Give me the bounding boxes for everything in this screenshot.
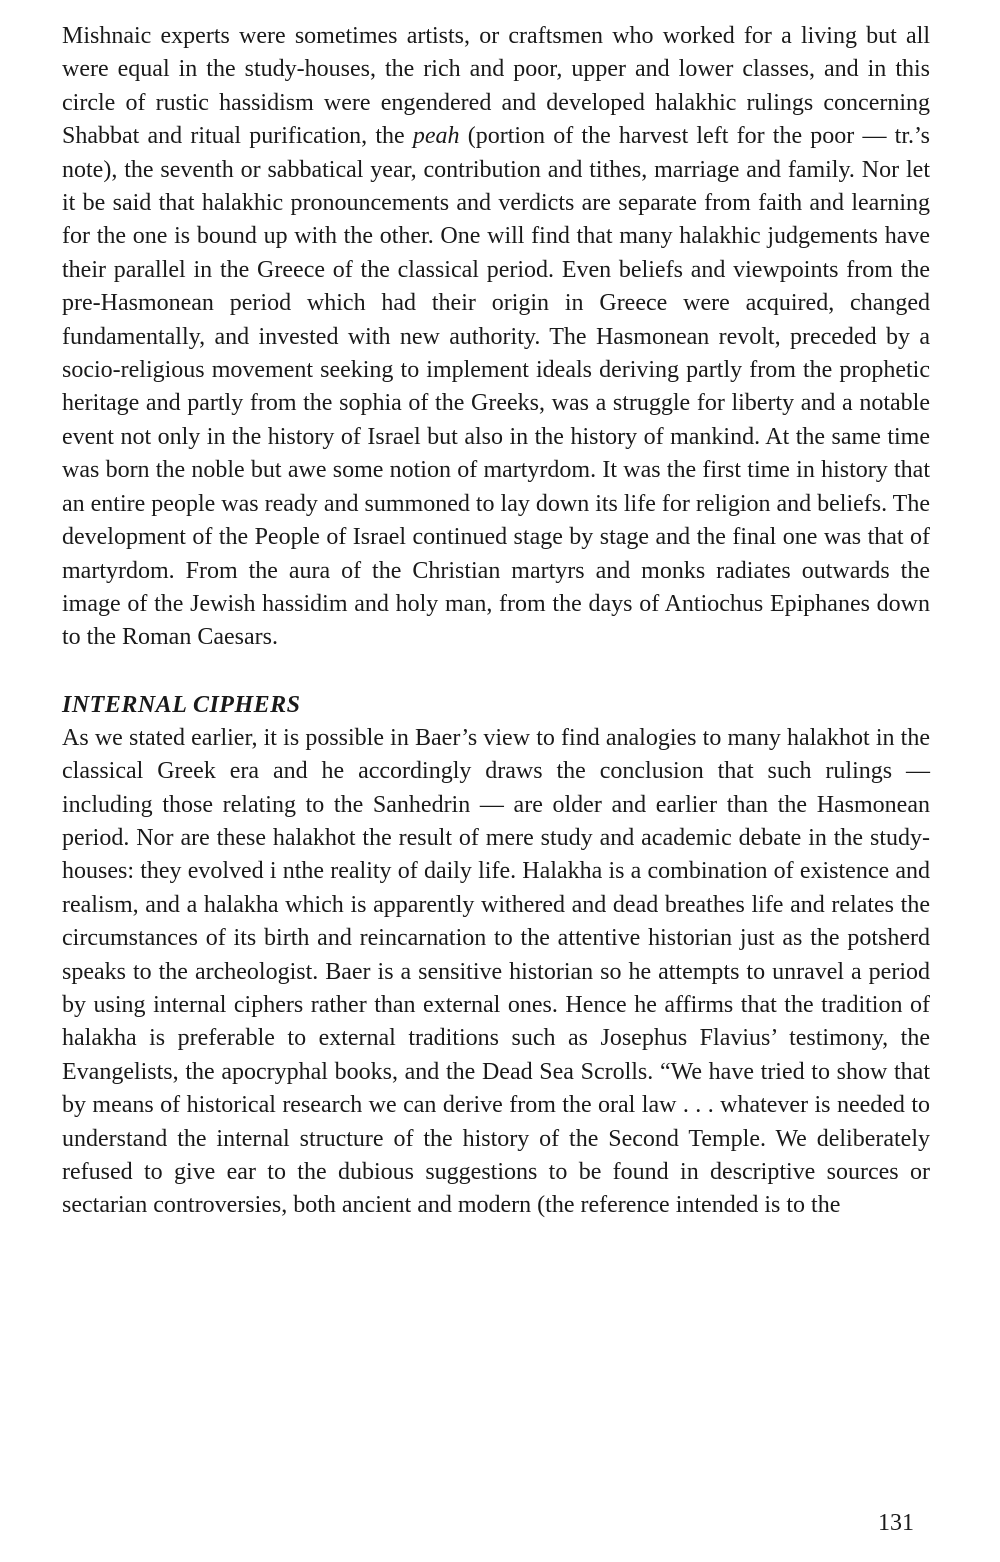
section-heading: INTERNAL CIPHERS [62, 691, 301, 718]
paragraph-1-text-end: (portion of the harvest left for the poor — tr.’s note), the seventh or sabbatical year, contribution and tithes, marriage and family. Nor let it be said that halakhic pronouncements and verdicts are separate from faith and learning for the one is bound up with the other. One will find that many halakhic judgements have their parallel in the Greece of the classical period. Even beliefs and viewpoints from the pre-Hasmonean period which had their origin in Greece were acquired, changed fundamentally, and invested with new authority. The Hasmonean revolt, preceded by a socio-religious movement seeking to implement ideals deriving partly from the prophetic heritage and partly from the sophia of the Greeks, was a struggle for liberty and a notable event not only in the history of Israel but also in the history of mankind. At the same time was born the noble but awe some notion of martyrdom. It was the first time in history that an entire people was ready and summoned to lay down its life for religion and beliefs. The development of the People of Israel continued stage by stage and the final one was that of martyrdom. From the aura of the Christian martyrs and monks radiates outwards the image of the Jewish hassidim and holy man, from the days of Antiochus Epiphanes down to the Roman Caesars. [62, 123, 931, 651]
page-number: 131 [878, 1510, 914, 1536]
paragraph-1-text-start: Mishnaic experts were sometimes artists, or craftsmen who worked for a living but all were equal in the study-houses, the rich and poor, upper and lower classes, and in this circle of rustic hassidism were engendered and developed halakhic rulings concerning Shabbat and ritual purification, the [62, 23, 930, 150]
body-paragraph-2: As we stated earlier, it is possible in Baer’s view to find analogies to many halakhot in the classical Greek era and he accordingly draws the conclusion that such rulings — including those relating to the Sanhedrin — are older and earlier than the Hasmonean period. Nor are these halakhot the result of mere study and academic debate in the study-houses: they evolved i nthe reality of daily life. Halakha is a combination of existence and realism, and a halakha which is apparently withered and dead breathes life and relates the circumstances of its birth and reincarnation to the attentive historian just as the potsherd speaks to the archeologist. Baer is a sensitive historian so he attempts to unravel a period by using internal ciphers rather than external ones. Hence he affirms that the tradition of halakha is preferable to external traditions such as Josephus Flavius’ testimony, the Evangelists, the apocryphal books, and the Dead Sea Scrolls. “We have tried to show that by means of historical research we can derive from the oral law . . . whatever is needed to understand the internal structure of the history of the Second Temple. We deliberately refused to give ear to the dubious suggestions to be found in descriptive sources or sectarian controversies, both ancient and modern (the reference intended is to the [62, 724, 930, 1219]
italic-term-peah: peah [412, 123, 460, 150]
body-paragraph-1 [62, 20, 930, 655]
page-body [62, 20, 930, 1223]
